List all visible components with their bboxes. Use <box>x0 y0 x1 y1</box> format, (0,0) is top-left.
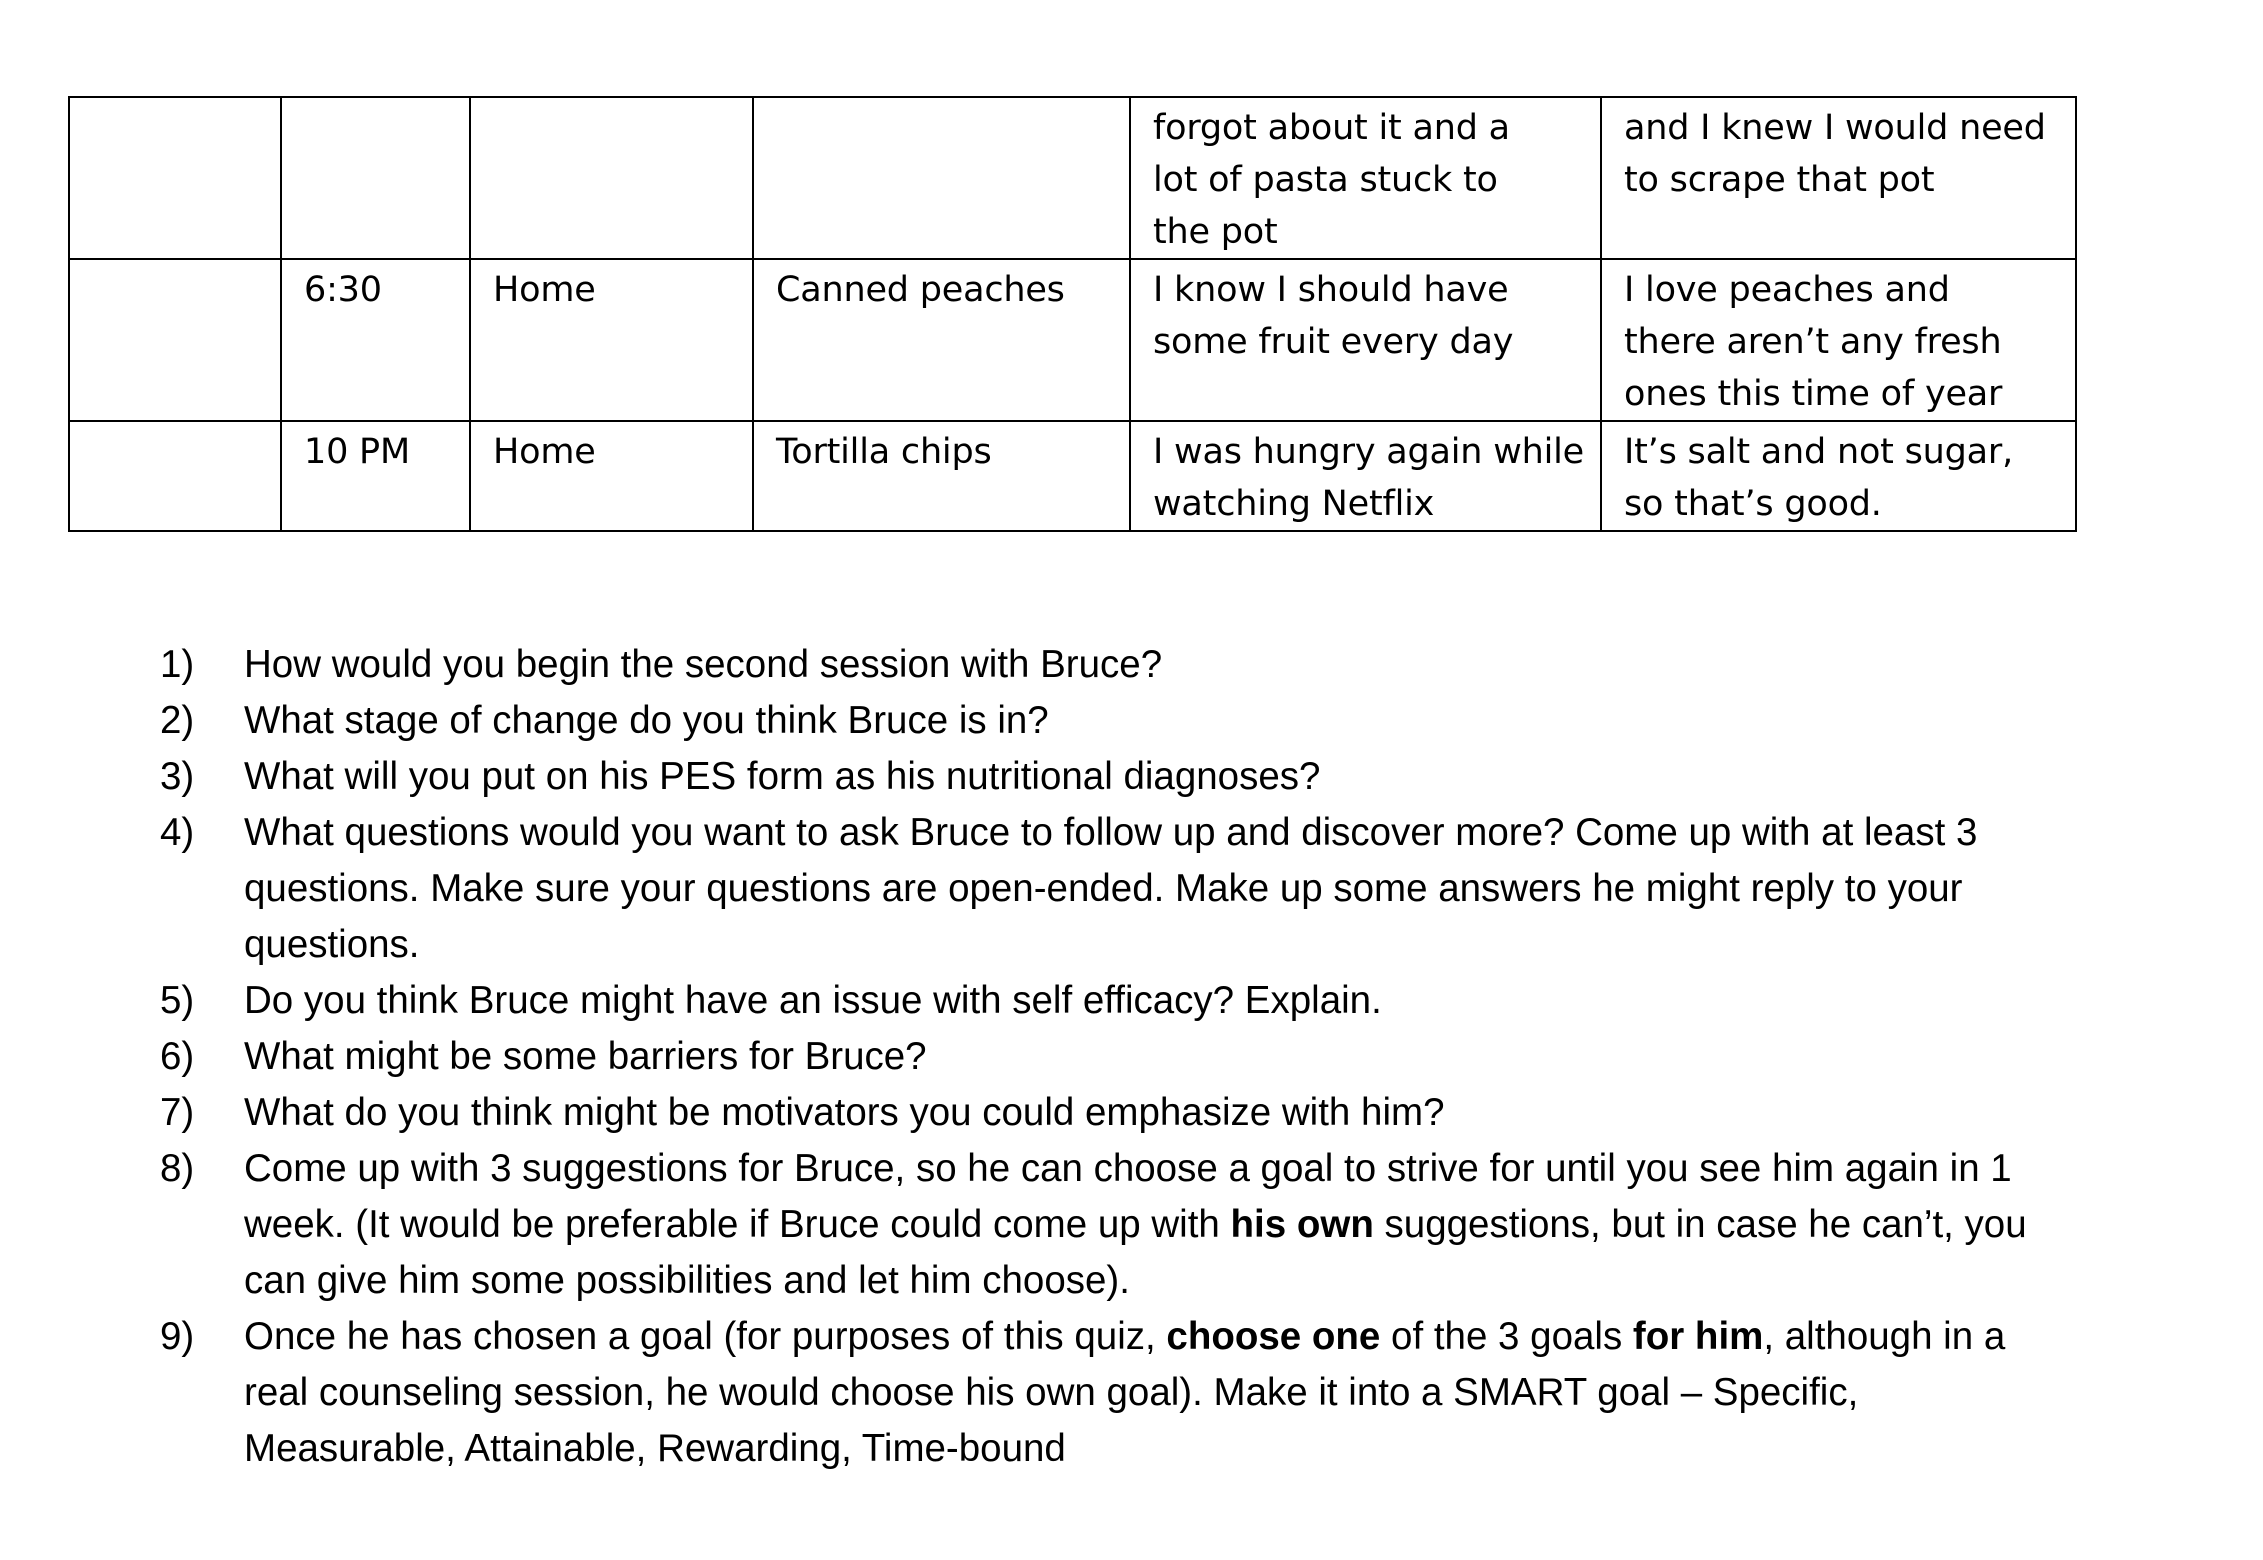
question-text: Come up with 3 suggestions for Bruce, so he can choose a goal to strive for until you see him again in 1 week. (It would be preferable if Bruce could come up with his own suggestions, but in case he can’t, you can give him some possibilities and let him choose). <box>244 1147 2027 1302</box>
question-item <box>160 1141 2080 1309</box>
question-number: 7) <box>160 1091 195 1134</box>
table-cell <box>753 97 1130 259</box>
question-item <box>160 693 2080 749</box>
question-number: 6) <box>160 1035 195 1078</box>
table-cell <box>281 97 470 259</box>
question-number: 4) <box>160 811 195 854</box>
emphasis-text: choose one <box>1166 1315 1381 1358</box>
table-cell <box>69 259 281 421</box>
table-cell <box>69 421 281 531</box>
question-item <box>160 1085 2080 1141</box>
question-item <box>160 749 2080 805</box>
question-number: 5) <box>160 979 195 1022</box>
table-cell: and I knew I would need to scrape that pot <box>1601 97 2076 259</box>
question-number: 1) <box>160 643 195 686</box>
question-list <box>160 637 2080 1477</box>
question-number: 2) <box>160 699 195 742</box>
question-text: What stage of change do you think Bruce is in? <box>244 699 1049 742</box>
question-text: What might be some barriers for Bruce? <box>244 1035 927 1078</box>
table-cell: forgot about it and a lot of pasta stuck to the pot <box>1130 97 1601 259</box>
table-cell: Home <box>470 421 753 531</box>
table-cell: 10 PM <box>281 421 470 531</box>
table-row <box>69 421 2076 531</box>
question-item <box>160 637 2080 693</box>
question-text: What will you put on his PES form as his nutritional diagnoses? <box>244 755 1321 798</box>
question-number: 3) <box>160 755 195 798</box>
question-text: What do you think might be motivators you could emphasize with him? <box>244 1091 1445 1134</box>
table-cell: I know I should have some fruit every day <box>1130 259 1601 421</box>
question-text: What questions would you want to ask Bruce to follow up and discover more? Come up with at least 3 questions. Make sure your questions are open-ended. Make up some answers he might reply to your questions. <box>244 811 1978 966</box>
table-cell: I was hungry again while watching Netflix <box>1130 421 1601 531</box>
question-text: Once he has chosen a goal (for purposes of this quiz, choose one of the 3 goals for him, although in a real counseling session, he would choose his own goal). Make it into a SMART goal – Specific, Measurable, Attainable, Rewarding, Time-bound <box>244 1315 2006 1470</box>
question-item <box>160 805 2080 973</box>
emphasis-text: his own <box>1230 1203 1374 1246</box>
table-cell <box>470 97 753 259</box>
question-number: 8) <box>160 1147 195 1190</box>
emphasis-text: for him <box>1632 1315 1764 1358</box>
food-log-table <box>68 96 2077 532</box>
table-cell: Tortilla chips <box>753 421 1130 531</box>
question-item <box>160 1029 2080 1085</box>
table-cell: I love peaches and there aren’t any fresh ones this time of year <box>1601 259 2076 421</box>
table-cell <box>69 97 281 259</box>
table-row <box>69 97 2076 259</box>
question-number: 9) <box>160 1315 195 1358</box>
table-cell: 6:30 <box>281 259 470 421</box>
table-cell: Canned peaches <box>753 259 1130 421</box>
table-cell: It’s salt and not sugar, so that’s good. <box>1601 421 2076 531</box>
question-text: How would you begin the second session with Bruce? <box>244 643 1163 686</box>
question-text: Do you think Bruce might have an issue with self efficacy? Explain. <box>244 979 1382 1022</box>
table-cell: Home <box>470 259 753 421</box>
table-row <box>69 259 2076 421</box>
question-item <box>160 973 2080 1029</box>
question-item <box>160 1309 2080 1477</box>
